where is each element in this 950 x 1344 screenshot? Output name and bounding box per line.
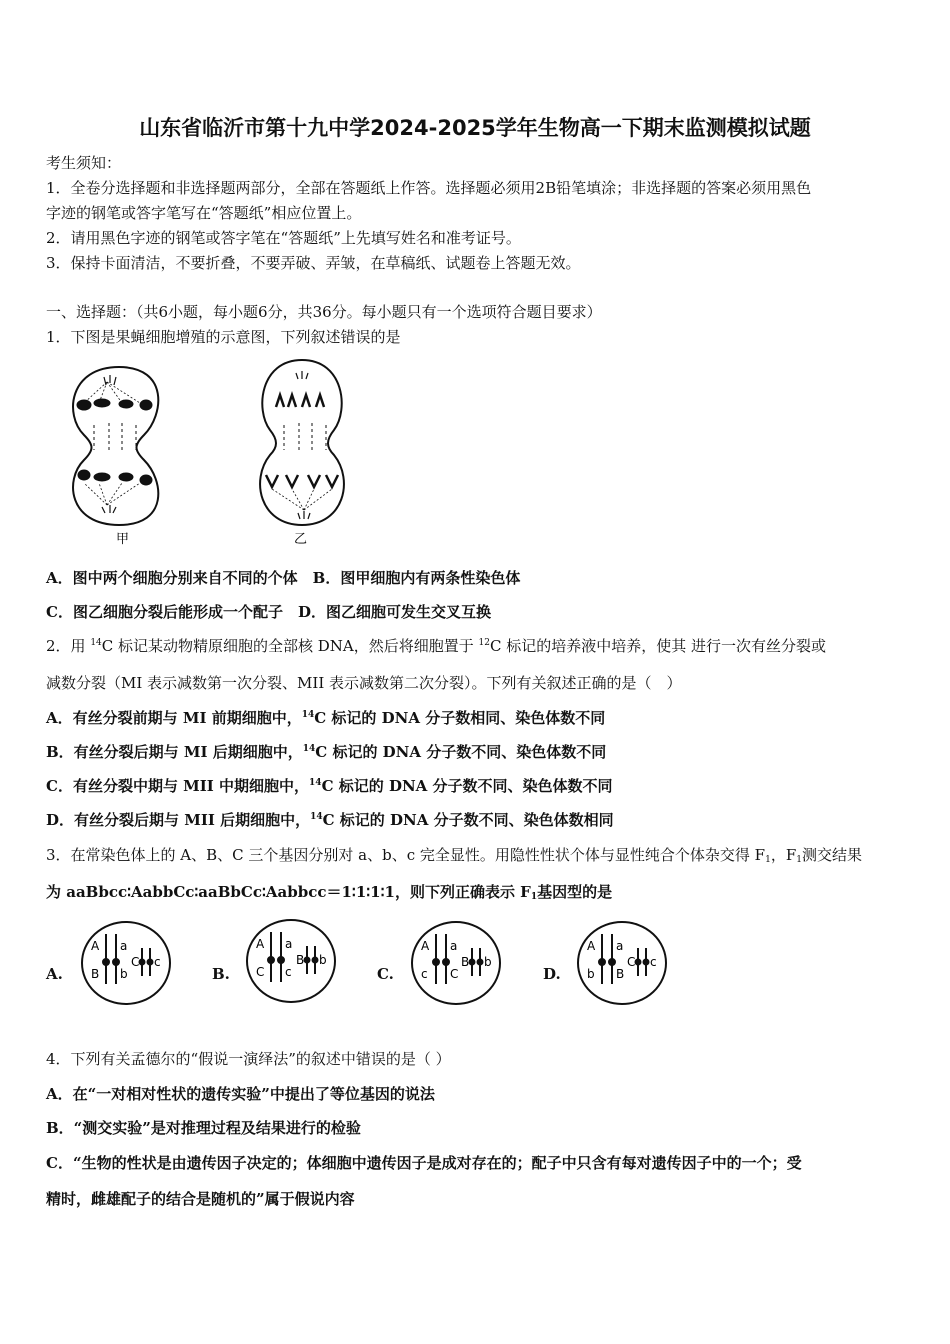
q1-cell-figure	[44, 355, 364, 555]
gene-allele: A	[256, 937, 265, 951]
gene-allele: b	[484, 955, 492, 969]
gene-allele: c	[285, 965, 292, 979]
q3-option-c-label: C.	[377, 965, 394, 983]
q1-option-ab: A．图中两个细胞分别来自不同的个体 B．图甲细胞内有两条性染色体	[46, 569, 521, 587]
q3-option-c-diagram	[410, 920, 502, 1006]
q4-option-a: A．在“一对相对性状的遗传实验”中提出了等位基因的说法	[46, 1085, 435, 1103]
gene-allele: b	[120, 967, 128, 981]
q1-stem: 1．下图是果蝇细胞增殖的示意图，下列叙述错误的是	[46, 328, 401, 346]
gene-allele: a	[120, 939, 128, 953]
q2-option-d: D．有丝分裂后期与 MII 后期细胞中，$^{14}$C 标记的 DNA 分子数不同、染色体数相同	[46, 811, 614, 829]
gene-allele: C	[131, 955, 140, 969]
q2-stem-line2: 减数分裂（MI 表示减数第一次分裂、MII 表示减数第二次分裂）。下列有关叙述正确的是（ ）	[46, 674, 682, 692]
q3-option-b-diagram	[245, 918, 337, 1004]
notice-item: 2．请用黑色字迹的钢笔或答字笔在“答题纸”上先填写姓名和准考证号。	[46, 229, 521, 247]
q3-stem-line2: 为 aaBbcc∶AabbCc∶aaBbCc∶Aabbcc＝1∶1∶1∶1，则下列正确表示 $F_1$基因型的是	[46, 883, 613, 902]
q3-option-d-diagram	[576, 920, 668, 1006]
page-title: 山东省临沂市第十九中学2024-2025学年生物高一下期末监测模拟试题	[139, 116, 811, 140]
gene-allele: c	[154, 955, 161, 969]
gene-allele: b	[319, 953, 327, 967]
q2-option-a: A．有丝分裂前期与 MI 前期细胞中，$^{14}$C 标记的 DNA 分子数相同、染色体数不同	[46, 709, 606, 727]
q3-option-b-label: B.	[212, 965, 230, 983]
q2-option-b: B．有丝分裂后期与 MI 后期细胞中，$^{14}$C 标记的 DNA 分子数不同、染色体数不同	[46, 743, 607, 761]
q3-option-a-diagram	[80, 920, 172, 1006]
gene-allele: B	[461, 955, 470, 969]
gene-allele: b	[587, 967, 595, 981]
q3-option-a-label: A.	[46, 965, 63, 983]
q4-option-c: C．“生物的性状是由遗传因子决定的；体细胞中遗传因子是成对存在的；配子中只含有每对遗传因子中的一个；受	[46, 1154, 802, 1172]
gene-allele: a	[285, 937, 293, 951]
notice-item: 3．保持卡面清洁，不要折叠，不要弄破、弄皱，在草稿纸、试题卷上答题无效。	[46, 254, 581, 272]
figure-label-yi: 乙	[294, 532, 308, 547]
cell-jia-chromosomes	[77, 375, 152, 513]
gene-allele: c	[421, 967, 428, 981]
notice-item: 字迹的钢笔或答字笔写在“答题纸”相应位置上。	[46, 204, 362, 222]
figure-label-jia: 甲	[116, 532, 130, 547]
gene-allele: B	[91, 967, 100, 981]
q2-stem-line1: 2．用 $^{14}$C 标记某动物精原细胞的全部核 DNA，然后将细胞置于 $^{12}$C 标记的培养液中培养，使其 进行一次有丝分裂或	[46, 637, 827, 655]
gene-allele: C	[450, 967, 459, 981]
q4-stem: 4．下列有关孟德尔的“假说一演绎法”的叙述中错误的是（ ）	[46, 1050, 451, 1068]
q1-option-cd: C．图乙细胞分裂后能形成一个配子 D．图乙细胞可发生交叉互换	[46, 603, 491, 621]
gene-allele: A	[91, 939, 100, 953]
gene-allele: A	[421, 939, 430, 953]
gene-allele: B	[296, 953, 305, 967]
q2-option-c: C．有丝分裂中期与 MII 中期细胞中，$^{14}$C 标记的 DNA 分子数不同、染色体数不同	[46, 777, 613, 795]
q4-option-c-cont: 精时，雌雄配子的结合是随机的”属于假说内容	[46, 1190, 355, 1208]
gene-allele: c	[650, 955, 657, 969]
q3-stem-line1: 3．在常染色体上的 A、B、C 三个基因分别对 a、b、c 完全显性。用隐性性状个体与显性纯合个体杂交得 $F_1$，$F_1$测交结果	[46, 846, 862, 865]
section-heading: 一、选择题：（共6小题，每小题6分，共36分。每小题只有一个选项符合题目要求）	[46, 303, 602, 321]
cell-yi-outline	[260, 360, 344, 525]
notice-heading: 考生须知：	[46, 154, 122, 172]
q4-option-b: B．“测交实验”是对推理过程及结果进行的检验	[46, 1119, 361, 1137]
gene-allele: B	[616, 967, 625, 981]
gene-allele: a	[616, 939, 624, 953]
gene-allele: C	[627, 955, 636, 969]
cell-jia-outline	[73, 367, 158, 525]
gene-allele: A	[587, 939, 596, 953]
gene-allele: C	[256, 965, 265, 979]
gene-allele: a	[450, 939, 458, 953]
notice-item: 1．全卷分选择题和非选择题两部分，全部在答题纸上作答。选择题必须用2B铅笔填涂；非选择题的答案必须用黑色	[46, 179, 812, 197]
q3-option-d-label: D.	[543, 965, 561, 983]
